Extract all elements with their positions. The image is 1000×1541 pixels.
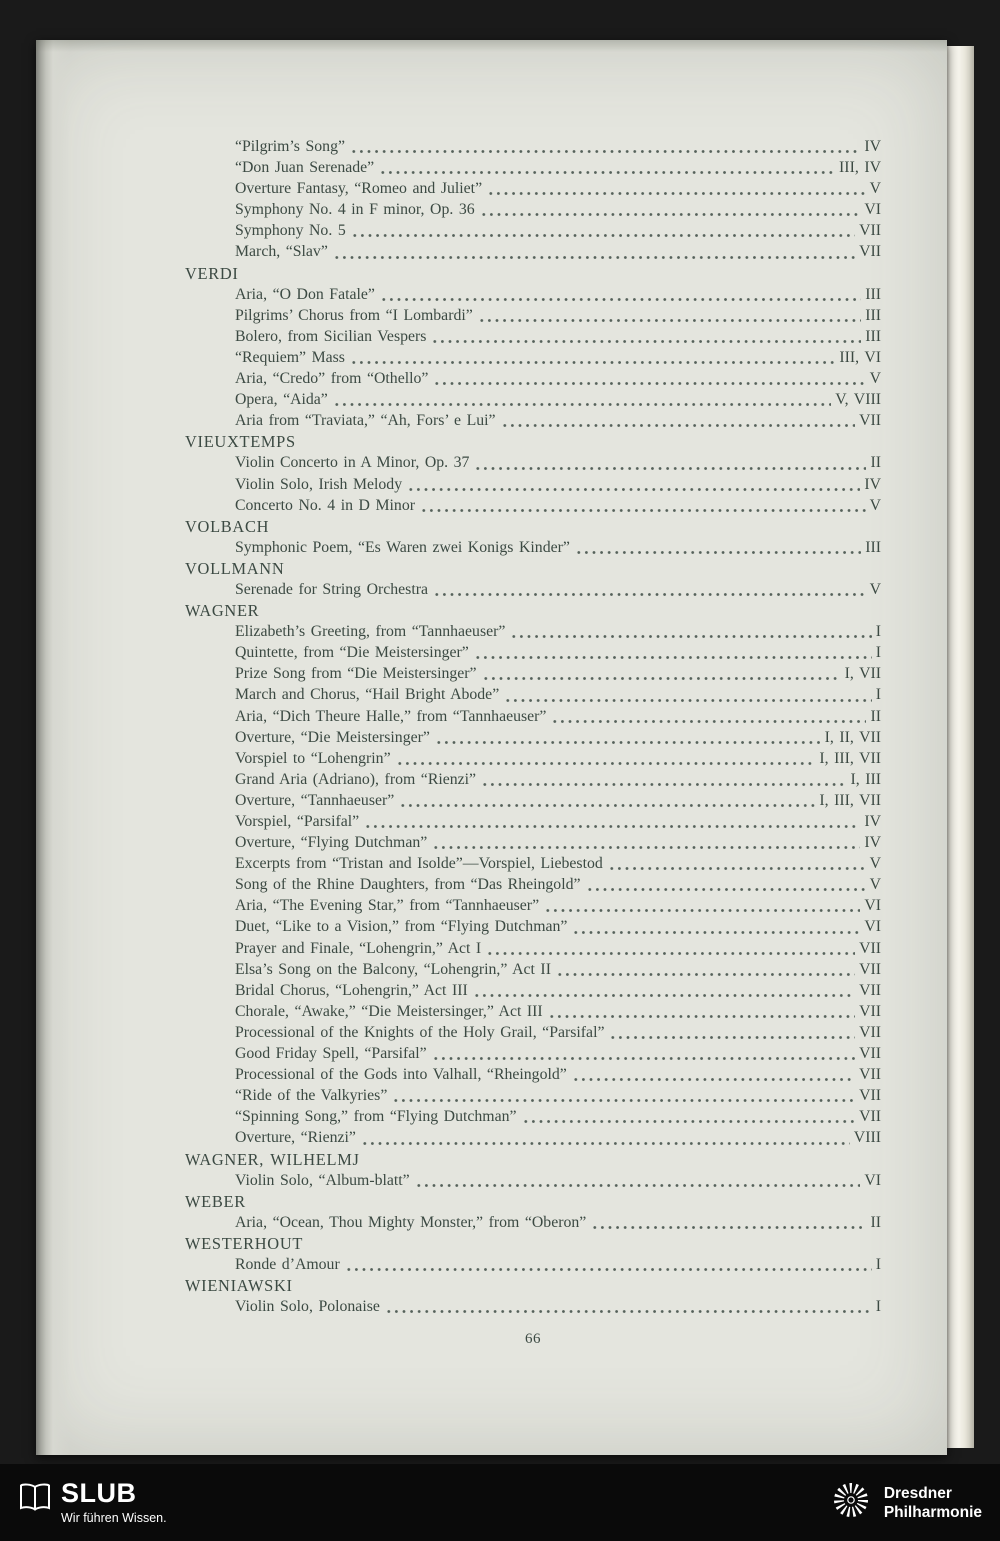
entry-volume: VIII (853, 1129, 881, 1147)
entry-title: Overture, “Flying Dutchman” (235, 834, 428, 852)
dot-leader (591, 1225, 866, 1230)
index-entry-row (185, 305, 881, 326)
philharmonie-line1: Dresdner (883, 1484, 952, 1502)
index-entry-row (185, 790, 881, 811)
entry-title: Processional of the Gods into Valhall, “Rheingold” (235, 1066, 567, 1084)
entry-volume: IV (864, 813, 881, 830)
composer-heading: WEBER (185, 1191, 246, 1211)
index-entry-row (185, 1064, 881, 1085)
entry-title: Symphonic Poem, “Es Waren zwei Konigs Kinder” (235, 538, 570, 556)
index-entry-row (185, 410, 881, 431)
entry-volume: III (865, 538, 881, 556)
dot-leader (548, 1014, 855, 1019)
entry-volume: V, VIII (835, 391, 881, 409)
dot-leader (481, 782, 846, 787)
dresdner-philharmonie-logo[interactable] (830, 1479, 982, 1526)
index-entry-row (185, 769, 881, 790)
entry-title: Bridal Chorus, “Lohengrin,” Act III (235, 981, 468, 999)
composer-heading: VERDI (185, 263, 239, 283)
dot-leader (586, 887, 866, 892)
index-entry-row (185, 642, 881, 663)
dot-leader (351, 233, 855, 238)
index-entry-row (185, 1043, 881, 1064)
entry-volume: I (875, 644, 881, 662)
entry-title: Violin Solo, “Album-blatt” (235, 1171, 410, 1189)
entry-title: Duet, “Like to a Vision,” from “Flying Dutchman” (235, 918, 568, 936)
entry-volume: VII (859, 1023, 881, 1041)
entry-title: Vorspiel, “Parsifal” (235, 813, 360, 830)
composer-heading: WAGNER (185, 601, 260, 621)
dot-leader (407, 487, 860, 492)
entry-volume: V (869, 580, 881, 598)
dot-leader (364, 824, 860, 829)
index-entry-row (185, 537, 881, 558)
index-entry-row (185, 284, 881, 305)
entry-volume: II (870, 707, 881, 725)
entry-volume: V (869, 496, 881, 514)
entry-volume: V (869, 370, 881, 388)
entry-volume: III (865, 285, 881, 303)
dot-leader (575, 550, 861, 555)
philharmonie-wordmark (884, 1484, 982, 1522)
composer-heading: WESTERHOUT (185, 1233, 304, 1253)
index-entry-row (185, 1127, 881, 1148)
dot-leader (385, 1309, 872, 1314)
entry-volume: VI (864, 1171, 881, 1189)
dot-leader (350, 360, 835, 365)
entry-volume: VII (859, 222, 881, 240)
entry-volume: III, VI (839, 348, 881, 366)
entry-volume: II (870, 454, 881, 472)
dot-leader (556, 972, 855, 977)
index-entry-row (185, 241, 881, 262)
entry-volume: III, IV (839, 159, 881, 177)
entry-title: Aria, “The Evening Star,” from “Tannhaeuser” (235, 897, 540, 915)
entry-title: “Spinning Song,” from “Flying Dutchman” (235, 1108, 517, 1126)
dot-leader (433, 381, 865, 386)
index-entry-row (185, 874, 881, 895)
dot-leader (432, 845, 860, 850)
entry-volume: I (875, 623, 881, 641)
entry-title: Overture Fantasy, “Romeo and Juliet” (235, 180, 483, 198)
index-entry-row (185, 938, 881, 959)
entry-volume: IV (864, 475, 881, 493)
dot-leader (431, 339, 861, 344)
index-entry-row (185, 326, 881, 347)
entry-title: Vorspiel to “Lohengrin” (235, 749, 391, 767)
index-entry-row (185, 1296, 881, 1317)
entry-title: Violin Solo, Irish Melody (235, 475, 403, 493)
index-entry-row (185, 136, 881, 157)
entry-title: Bolero, from Sicilian Vespers (235, 327, 427, 345)
composer-heading: WAGNER, WILHELMJ (185, 1149, 360, 1169)
open-book-icon (18, 1482, 52, 1517)
entry-volume: I, VII (844, 665, 881, 683)
index-entry-row (185, 621, 881, 642)
entry-title: Overture, “Rienzi” (235, 1129, 356, 1147)
index-entry-row (185, 1212, 881, 1233)
index-entry-row (185, 832, 881, 853)
slub-wordmark: SLUB (61, 1478, 137, 1508)
dot-leader (333, 402, 831, 407)
dot-leader (415, 1183, 861, 1188)
slub-logo[interactable] (18, 1480, 167, 1525)
entry-title: Overture, “Die Meistersinger” (235, 728, 430, 746)
entry-volume: V (869, 876, 881, 894)
dot-leader (333, 255, 855, 260)
index-entry-row (185, 452, 881, 473)
entry-volume: VII (859, 1087, 881, 1105)
index-entry-row (185, 916, 881, 937)
entry-title: Processional of the Knights of the Holy Grail, “Parsifal” (235, 1023, 605, 1041)
entry-volume: VII (859, 1045, 881, 1063)
index-entry-row (185, 684, 881, 705)
index-entry-row (185, 959, 881, 980)
dot-leader (433, 592, 866, 597)
index-entry-row (185, 1022, 881, 1043)
entry-volume: IV (864, 138, 881, 155)
dot-leader (487, 191, 865, 196)
dot-leader (480, 212, 861, 217)
page-number: 66 (525, 1331, 541, 1348)
entry-title: Aria, “O Don Fatale” (235, 285, 375, 303)
entry-title: Elsa’s Song on the Balcony, “Lohengrin,” Act II (235, 960, 551, 978)
entry-title: Aria, “Dich Theure Halle,” from “Tannhaeuser” (235, 707, 547, 725)
entry-volume: VI (864, 918, 881, 936)
index-entry-row (185, 706, 881, 727)
entry-volume: V (869, 855, 881, 873)
entry-title: Aria, “Ocean, Thou Mighty Monster,” from “Oberon” (235, 1213, 587, 1231)
dot-leader (609, 1035, 855, 1040)
dot-leader (473, 993, 855, 998)
entry-title: Grand Aria (Adriano), from “Rienzi” (235, 770, 477, 788)
dot-leader (544, 908, 860, 913)
entry-title: Excerpts from “Tristan and Isolde”—Vorspiel, Liebestod (235, 855, 603, 873)
entry-title: “Pilgrim’s Song” (235, 138, 345, 155)
dot-leader (379, 170, 835, 175)
dot-leader (350, 149, 860, 154)
dot-leader (474, 655, 872, 660)
viewer-footer-bar (0, 1464, 1000, 1541)
index-entry-row (185, 748, 881, 769)
entry-title: “Ride of the Valkyries” (235, 1087, 388, 1105)
index-entry-row (185, 811, 881, 832)
entry-volume: VII (859, 1066, 881, 1084)
entry-volume: I, III, VII (819, 749, 881, 767)
dot-leader (361, 1141, 850, 1146)
dot-leader (396, 761, 816, 766)
entry-title: Ronde d’Amour (235, 1255, 340, 1273)
entry-title: Symphony No. 4 in F minor, Op. 36 (235, 201, 475, 219)
entry-title: Symphony No. 5 (235, 222, 346, 240)
index-entry-row (185, 1001, 881, 1022)
dot-leader (435, 740, 821, 745)
entry-volume: I, II, VII (824, 728, 881, 746)
entry-volume: II (870, 1213, 881, 1231)
dot-leader (392, 1098, 855, 1103)
index-list (185, 136, 881, 1317)
dot-leader (486, 951, 855, 956)
dot-leader (572, 930, 860, 935)
dot-leader (510, 634, 871, 639)
entry-title: March, “Slav” (235, 243, 328, 261)
entry-volume: VII (859, 981, 881, 999)
index-entry-row (185, 895, 881, 916)
entry-volume: I (875, 1255, 881, 1273)
entry-title: Concerto No. 4 in D Minor (235, 496, 415, 514)
entry-volume: III (865, 306, 881, 324)
index-entry-row (185, 368, 881, 389)
composer-heading: VOLLMANN (185, 558, 285, 578)
entry-volume: VII (859, 939, 881, 957)
entry-title: Prize Song from “Die Meistersinger” (235, 665, 477, 683)
dot-leader (504, 698, 872, 703)
composer-heading: VOLBACH (185, 516, 270, 536)
entry-title: “Requiem” Mass (235, 348, 345, 366)
scanned-page (36, 40, 947, 1455)
entry-title: Aria, “Credo” from “Othello” (235, 370, 429, 388)
index-entry-row (185, 853, 881, 874)
entry-title: Quintette, from “Die Meistersinger” (235, 644, 469, 662)
index-entry-row (185, 663, 881, 684)
dot-leader (522, 1119, 856, 1124)
entry-volume: VII (859, 412, 881, 430)
index-entry-row (185, 1254, 881, 1275)
entry-volume: VII (859, 1002, 881, 1020)
index-entry-row (185, 347, 881, 368)
index-entry-row (185, 495, 881, 516)
composer-heading: VIEUXTEMPS (185, 432, 296, 452)
philharmonie-line2: Philharmonie (883, 1503, 982, 1521)
entry-volume: IV (864, 834, 881, 852)
entry-volume: I (875, 1298, 881, 1316)
entry-volume: I, III, VII (819, 791, 881, 809)
page-edge-stack (946, 46, 974, 1448)
index-page-content (185, 136, 881, 1348)
index-entry-row (185, 579, 881, 600)
composer-heading: WIENIAWSKI (185, 1276, 293, 1296)
index-entry-row (185, 1106, 881, 1127)
index-entry-row (185, 389, 881, 410)
entry-title: Song of the Rhine Daughters, from “Das Rheingold” (235, 876, 581, 894)
dot-leader (478, 318, 861, 323)
dot-leader (572, 1077, 855, 1082)
entry-volume: VII (859, 1108, 881, 1126)
entry-title: Good Friday Spell, “Parsifal” (235, 1045, 427, 1063)
entry-volume: I (875, 686, 881, 704)
dot-leader (399, 803, 815, 808)
entry-volume: VI (864, 897, 881, 915)
entry-title: “Don Juan Serenade” (235, 159, 375, 177)
dot-leader (345, 1267, 872, 1272)
entry-volume: VII (859, 243, 881, 261)
entry-title: Opera, “Aida” (235, 391, 328, 409)
entry-title: March and Chorus, “Hail Bright Abode” (235, 686, 500, 704)
index-entry-row (185, 1085, 881, 1106)
dot-leader (551, 719, 866, 724)
entry-title: Chorale, “Awake,” “Die Meistersinger,” Act III (235, 1002, 543, 1020)
index-entry-row (185, 474, 881, 495)
entry-title: Pilgrims’ Chorus from “I Lombardi” (235, 306, 473, 324)
index-entry-row (185, 1170, 881, 1191)
slub-tagline: Wir führen Wissen. (61, 1511, 167, 1525)
index-entry-row (185, 220, 881, 241)
entry-volume: V (869, 180, 881, 198)
entry-title: Elizabeth’s Greeting, from “Tannhaeuser” (235, 623, 506, 641)
dot-leader (608, 866, 866, 871)
entry-volume: VII (859, 960, 881, 978)
dot-leader (420, 508, 866, 513)
entry-volume: VI (864, 201, 881, 219)
entry-title: Overture, “Tannhaeuser” (235, 791, 395, 809)
entry-title: Prayer and Finale, “Lohengrin,” Act I (235, 939, 482, 957)
index-entry-row (185, 727, 881, 748)
dot-leader (474, 466, 866, 471)
entry-volume: I, III (850, 770, 881, 788)
entry-title: Aria from “Traviata,” “Ah, Fors’ e Lui” (235, 412, 496, 430)
index-entry-row (185, 199, 881, 220)
dot-leader (432, 1056, 855, 1061)
index-entry-row (185, 157, 881, 178)
index-entry-row (185, 178, 881, 199)
index-entry-row (185, 980, 881, 1001)
dot-leader (501, 423, 856, 428)
entry-title: Violin Solo, Polonaise (235, 1298, 380, 1316)
dot-leader (380, 297, 861, 302)
entry-title: Serenade for String Orchestra (235, 580, 428, 598)
entry-volume: III (865, 327, 881, 345)
starburst-logo-icon (830, 1479, 872, 1526)
dot-leader (482, 676, 841, 681)
entry-title: Violin Concerto in A Minor, Op. 37 (235, 454, 470, 472)
